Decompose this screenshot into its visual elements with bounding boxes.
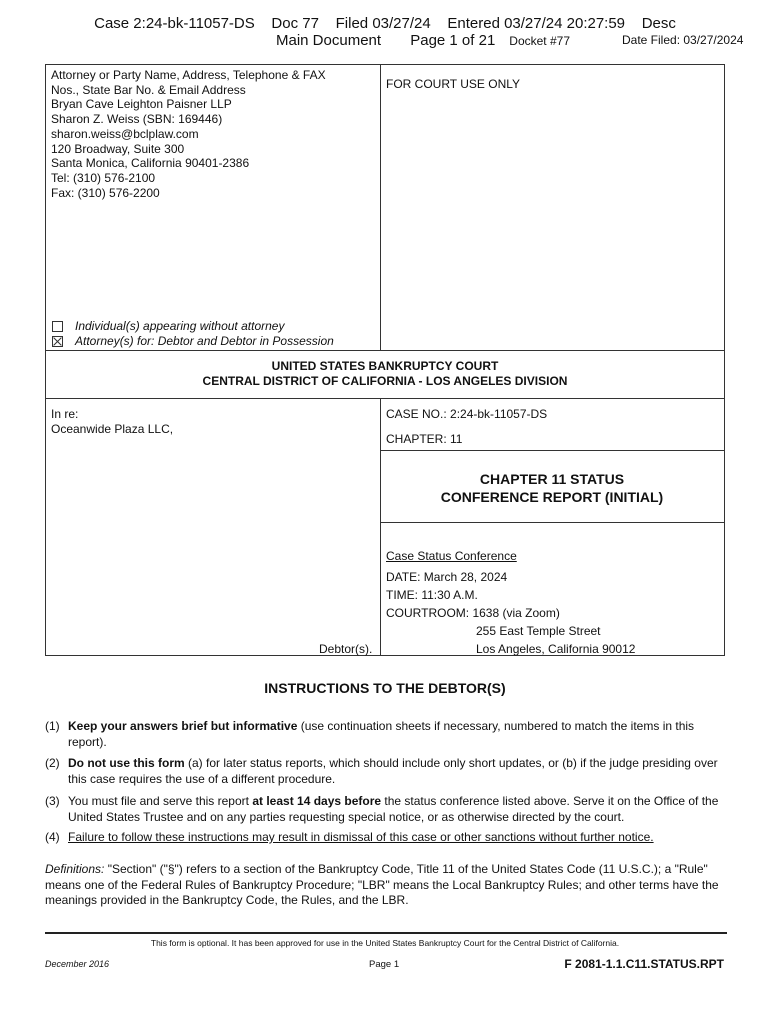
- instruction-body: the status conference listed above. Serve it on the Office of the United States Trustee and on any parties requesting special notice, or as otherwise directed by the court.: [68, 794, 719, 824]
- conference-courtroom: COURTROOM: 1638 (via Zoom): [386, 606, 560, 620]
- instruction-number: (4): [45, 830, 60, 844]
- footer-date: December 2016: [45, 959, 110, 969]
- attorney-line: 120 Broadway, Suite 300: [51, 141, 185, 156]
- instruction-bold: at least 14 days before: [252, 794, 382, 808]
- attorney-line: Fax: (310) 576-2200: [51, 185, 160, 200]
- attorney-line: Sharon Z. Weiss (SBN: 169446): [51, 112, 223, 127]
- instruction-bold: Keep your answers brief but informative: [68, 719, 298, 733]
- conference-heading: Case Status Conference: [386, 549, 517, 563]
- caption-box: [45, 64, 725, 656]
- definitions-text: "Section" ("§") refers to a section of the Bankruptcy Code, Title 11 of the United States Code (11 U.S.C.); a "Rule" means one of the Federal Rules of Bankruptcy Procedure; "LBR" means the Local Bankruptcy Rules; and other terms have the meanings provided in the Bankruptcy Code, the Rules, and the LBR.: [45, 862, 719, 907]
- court-division-line: CENTRAL DISTRICT OF CALIFORNIA - LOS ANGELES DIVISION: [202, 374, 568, 388]
- caption-divider-bottom: [380, 398, 381, 656]
- instruction-text: [68, 756, 725, 787]
- chapter-number: CHAPTER: 11: [386, 432, 463, 446]
- footer-rule: [45, 932, 727, 934]
- conference-date: DATE: March 28, 2024: [386, 570, 508, 584]
- attorney-line: Bryan Cave Leighton Paisner LLP: [51, 97, 232, 112]
- instruction-number: (2): [45, 756, 60, 770]
- caption-rule-chapter: [380, 450, 724, 451]
- report-title-line: CHAPTER 11 STATUS: [479, 471, 625, 487]
- attorney-checkbox[interactable]: [52, 336, 63, 347]
- date-filed: Date Filed: 03/27/2024: [622, 33, 744, 47]
- attorney-line: Tel: (310) 576-2100: [51, 170, 156, 185]
- checkbox-row-attorney: [52, 334, 334, 348]
- instruction-pre: You must file and serve this report: [68, 794, 253, 808]
- instruction-body: (use continuation sheets if necessary, numbered to match the items in this report).: [68, 719, 695, 749]
- instructions-title: INSTRUCTIONS TO THE DEBTOR(S): [264, 680, 506, 696]
- caption-divider-top: [380, 65, 381, 350]
- conference-address-street: 255 East Temple Street: [476, 624, 601, 638]
- footer-page-number: Page 1: [369, 959, 400, 970]
- document-page-text: Main Document Page 1 of 21: [276, 32, 496, 49]
- instruction-body: (a) for later status reports, which should include only short updates, or (b) if the judge presiding over this case requires the use of a different procedure.: [68, 756, 718, 786]
- attorney-line: Attorney or Party Name, Address, Telephone & FAX: [51, 68, 326, 82]
- definitions: [45, 862, 725, 909]
- instruction-item: [45, 794, 725, 825]
- conference-address-city: Los Angeles, California 90012: [476, 642, 636, 656]
- instruction-bold: Do not use this form: [68, 756, 185, 770]
- instruction-item: [45, 719, 725, 750]
- instruction-text: [68, 719, 725, 750]
- report-title-line: CONFERENCE REPORT (INITIAL): [440, 489, 664, 505]
- report-title: [380, 470, 724, 506]
- court-use-label: FOR COURT USE ONLY: [386, 77, 521, 91]
- case-header-line: Case 2:24-bk-11057-DS Doc 77 Filed 03/27/24 Entered 03/27/24 20:27:59 Desc: [94, 15, 676, 32]
- individual-checkbox[interactable]: [52, 321, 63, 332]
- checkbox-row-individual: [52, 319, 284, 333]
- attorney-checkbox-label: Attorney(s) for: Debtor and Debtor in Possession: [75, 334, 334, 348]
- document-page-line: [276, 32, 570, 49]
- debtors-label: Debtor(s).: [319, 642, 373, 656]
- caption-rule-court: [46, 350, 724, 351]
- debtor-name: Oceanwide Plaza LLC,: [51, 422, 174, 436]
- footer-form-id: F 2081-1.1.C11.STATUS.RPT: [564, 957, 724, 971]
- definitions-label: Definitions:: [45, 862, 105, 876]
- attorney-line: sharon.weiss@bclplaw.com: [51, 126, 199, 141]
- footer-note: This form is optional. It has been approved for use in the United States Bankruptcy Court for the Central District of California.: [150, 938, 620, 948]
- in-re-block: [51, 407, 173, 437]
- court-name: [46, 359, 724, 389]
- court-name-line: UNITED STATES BANKRUPTCY COURT: [271, 359, 499, 373]
- caption-rule-title: [380, 522, 724, 523]
- attorney-info: [51, 68, 326, 200]
- instruction-number: (3): [45, 794, 60, 808]
- conference-time: TIME: 11:30 A.M.: [386, 588, 478, 602]
- attorney-line: Nos., State Bar No. & Email Address: [51, 82, 246, 97]
- docket-number: Docket #77: [509, 34, 570, 48]
- instruction-text: [68, 794, 725, 825]
- caption-rule-case: [46, 398, 724, 399]
- attorney-line: Santa Monica, California 90401-2386: [51, 156, 250, 171]
- case-number: CASE NO.: 2:24-bk-11057-DS: [386, 407, 548, 421]
- instruction-number: (1): [45, 719, 60, 733]
- in-re-label: In re:: [51, 407, 79, 421]
- instruction-item: [45, 756, 725, 787]
- instruction-item: [45, 830, 725, 846]
- individual-checkbox-label: Individual(s) appearing without attorney: [75, 319, 285, 333]
- instruction-warning: Failure to follow these instructions may result in dismissal of this case or other sanctions without further notice.: [68, 830, 654, 844]
